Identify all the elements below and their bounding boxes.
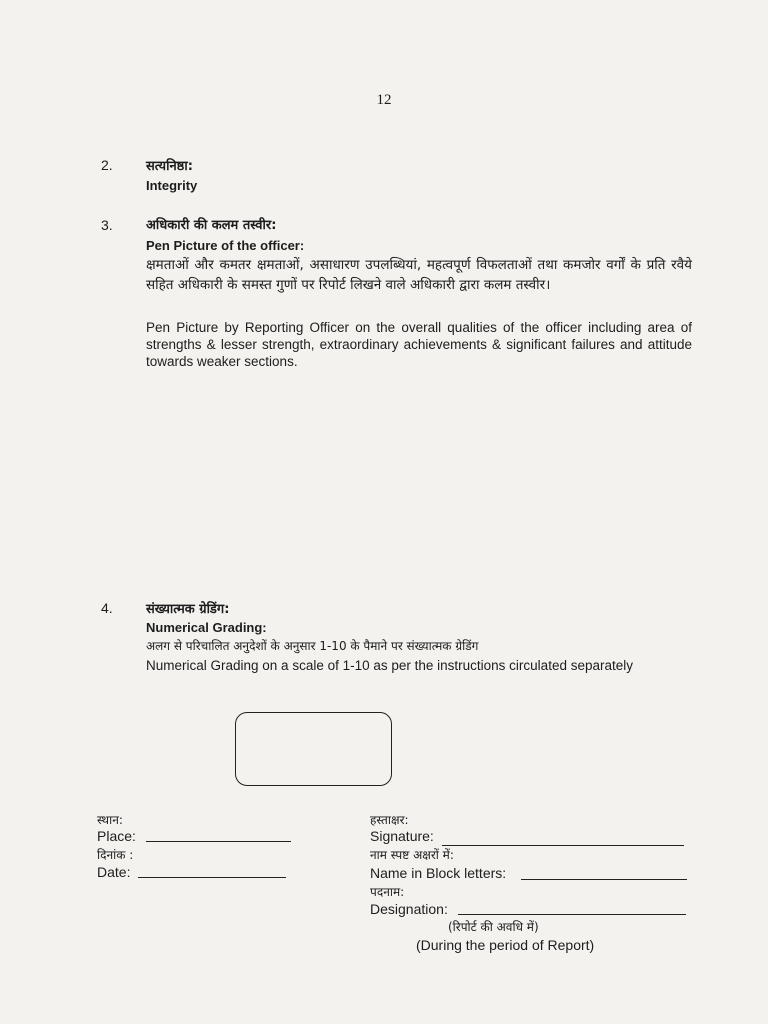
signature-label-hindi: हस्ताक्षर: <box>370 813 409 827</box>
section-2-title-english: Integrity <box>146 178 198 193</box>
date-label: Date: <box>97 864 131 880</box>
date-field[interactable] <box>138 877 286 878</box>
signature-label: Signature: <box>370 828 434 844</box>
section-3-title-hindi: अधिकारी की कलम तस्वीर: <box>146 218 277 233</box>
page-number: 12 <box>376 92 392 108</box>
section-3-title-english: Pen Picture of the officer: <box>146 238 305 253</box>
name-label: Name in Block letters: <box>370 865 507 881</box>
name-field[interactable] <box>521 879 687 880</box>
section-4-description-hindi: अलग से परिचालित अनुदेशों के अनुसार 1-10 के पैमाने पर संख्यात्मक ग्रेडिंग <box>146 639 479 653</box>
signature-field[interactable] <box>442 845 684 846</box>
section-4-title-hindi: संख्यात्मक ग्रेडिंग: <box>146 602 230 617</box>
date-label-hindi: दिनांक : <box>97 848 134 862</box>
designation-field[interactable] <box>458 914 686 915</box>
place-field[interactable] <box>146 841 291 842</box>
place-label: Place: <box>97 828 136 844</box>
place-label-hindi: स्थान: <box>97 813 123 827</box>
report-period-hindi: (रिपोर्ट की अवधि में) <box>448 920 539 934</box>
designation-label: Designation: <box>370 901 448 917</box>
section-3-number: 3. <box>101 217 113 233</box>
section-2-number: 2. <box>101 157 113 173</box>
name-label-hindi: नाम स्पष्ट अक्षरों में: <box>370 848 454 862</box>
section-2-title-hindi: सत्यनिष्ठा: <box>146 159 193 174</box>
section-3-description-english: Pen Picture by Reporting Officer on the overall qualities of the officer including area of strengths & lesser strength, extraordinary achievements & significant failures and attitude towards weaker sections. <box>146 320 692 369</box>
numerical-grade-box[interactable] <box>235 712 392 786</box>
report-period-english: (During the period of Report) <box>416 937 595 953</box>
section-4-description-english: Numerical Grading on a scale of 1-10 as per the instructions circulated separately <box>146 658 633 673</box>
section-3-description-hindi: क्षमताओं और कमतर क्षमताओं, असाधारण उपलब्धियां, महत्वपूर्ण विफलताओं तथा कमजोर वर्गों के प्रति रवैये सहित अधिकारी के समस्त गुणों पर रिपोर्ट लिखने वाले अधिकारी द्वारा कलम तस्वीर। <box>146 257 692 293</box>
section-4-number: 4. <box>101 600 113 616</box>
section-4-title-english: Numerical Grading: <box>146 620 267 635</box>
designation-label-hindi: पदनाम: <box>370 885 405 899</box>
